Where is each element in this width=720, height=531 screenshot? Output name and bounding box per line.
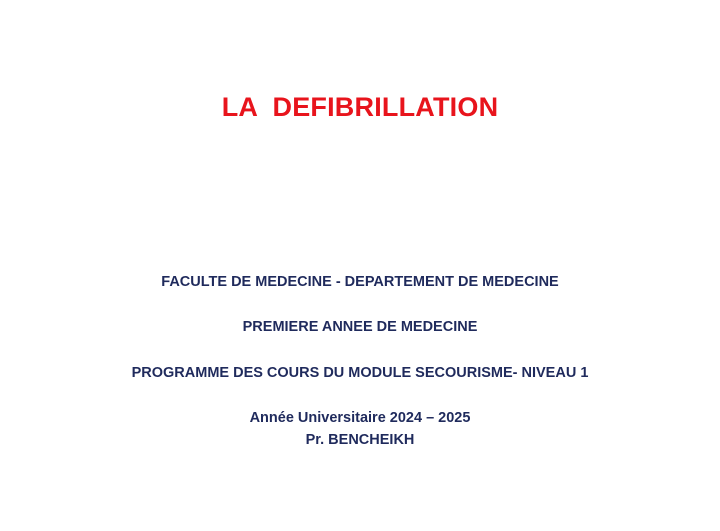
program-line: PROGRAMME DES COURS DU MODULE SECOURISME- NIVEAU 1: [131, 365, 589, 381]
year-level-line: PREMIERE ANNEE DE MEDECINE: [242, 319, 478, 335]
slide-title: LA DEFIBRILLATION: [221, 92, 499, 122]
academic-year-line: Année Universitaire 2024 – 2025: [249, 410, 471, 426]
professor-line: Pr. BENCHEIKH: [305, 432, 415, 448]
faculty-line: FACULTE DE MEDECINE - DEPARTEMENT DE MEDECINE: [161, 274, 559, 290]
